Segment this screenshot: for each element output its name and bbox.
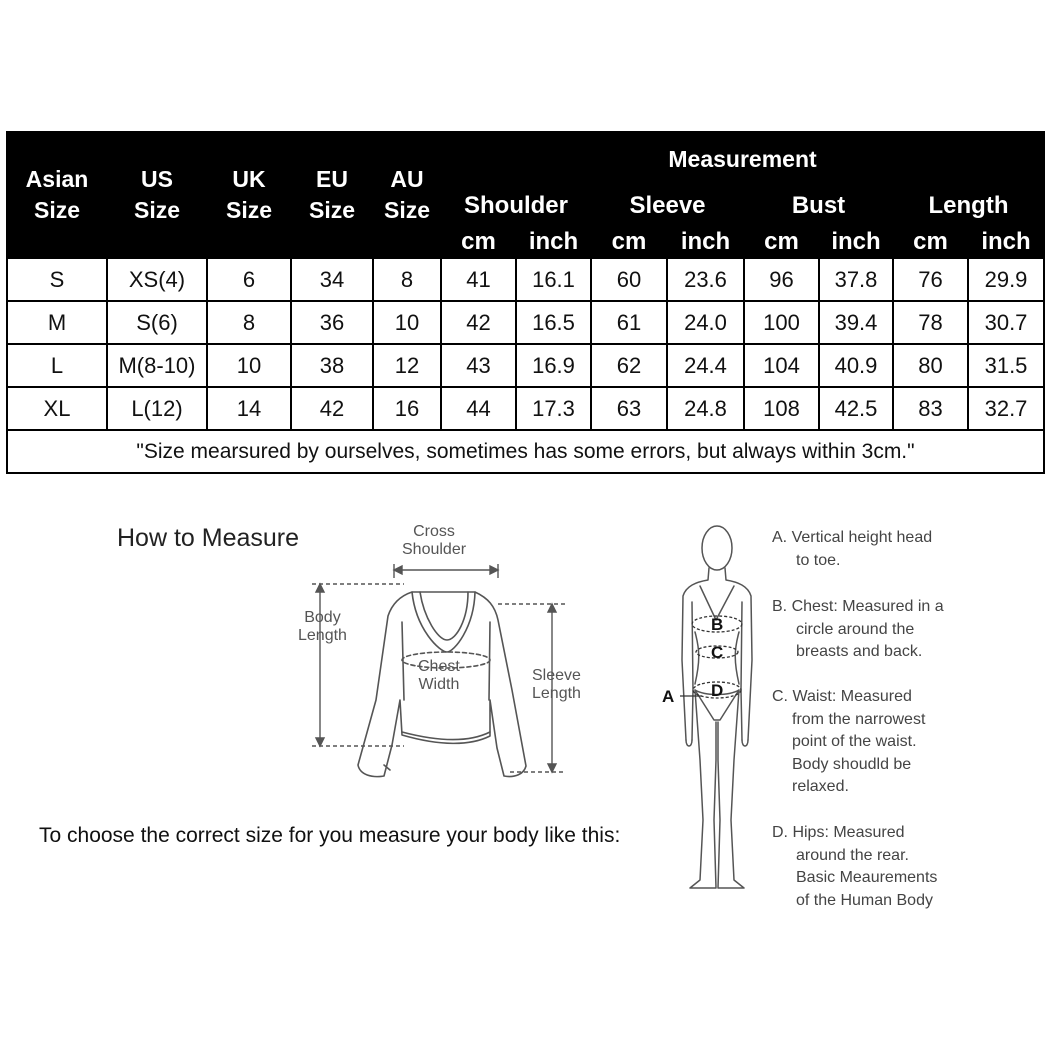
table-cell: 6 [207,258,291,301]
table-cell: 16.9 [516,344,591,387]
header-length: Length [893,186,1044,225]
choose-size-instruction: To choose the correct size for you measure your body like this: [39,824,621,847]
table-cell: 24.4 [667,344,744,387]
chest-width-label: Chest Width [418,658,460,693]
table-cell: 78 [893,301,968,344]
table-cell: 16 [373,387,441,430]
table-cell: 24.8 [667,387,744,430]
table-cell: 100 [744,301,819,344]
table-cell: 60 [591,258,667,301]
table-cell: 61 [591,301,667,344]
body-letter-b: B [711,615,724,634]
size-note: "Size mearsured by ourselves, sometimes has some errors, but always within 3cm." [7,430,1044,473]
table-cell: 76 [893,258,968,301]
table-cell: 14 [207,387,291,430]
table-cell: 31.5 [968,344,1044,387]
table-cell: S(6) [107,301,207,344]
body-letter-a: A [662,687,675,706]
table-cell: 23.6 [667,258,744,301]
description-b: B. Chest: Measured in a circle around the breasts and back. [772,598,944,660]
table-cell: 24.0 [667,301,744,344]
table-cell: 40.9 [819,344,893,387]
header-unit: cm [591,225,667,258]
header-unit: inch [968,225,1044,258]
table-cell: 38 [291,344,373,387]
sleeve-length-label: Sleeve Length [532,667,581,702]
table-cell: 108 [744,387,819,430]
table-cell: 8 [373,258,441,301]
header-unit: inch [819,225,893,258]
table-cell: 12 [373,344,441,387]
header-measurement: Measurement [441,132,1044,186]
table-cell: XL [7,387,107,430]
table-cell: 96 [744,258,819,301]
table-cell: 43 [441,344,516,387]
table-cell: 17.3 [516,387,591,430]
table-cell: 29.9 [968,258,1044,301]
table-cell: 37.8 [819,258,893,301]
table-cell: L [7,344,107,387]
table-cell: 10 [373,301,441,344]
table-cell: 83 [893,387,968,430]
table-cell: 42.5 [819,387,893,430]
table-cell: L(12) [107,387,207,430]
cross-shoulder-label: Cross Shoulder [402,523,467,558]
header-sleeve: Sleeve [591,186,744,225]
table-cell: M(8-10) [107,344,207,387]
table-cell: 36 [291,301,373,344]
table-cell: 39.4 [819,301,893,344]
table-cell: 80 [893,344,968,387]
table-cell: S [7,258,107,301]
table-cell: 30.7 [968,301,1044,344]
table-cell: 42 [291,387,373,430]
body-letter-d: D [711,681,724,700]
table-cell: 16.5 [516,301,591,344]
description-a: A. Vertical height head to toe. [772,529,933,569]
table-cell: XS(4) [107,258,207,301]
header-au-size: AU Size [373,132,441,258]
table-cell: 34 [291,258,373,301]
description-c: C. Waist: Measured from the narrowest point of the waist. Body shoudld be relaxed. [772,688,926,795]
table-cell: 42 [441,301,516,344]
header-eu-size: EU Size [291,132,373,258]
table-cell: 16.1 [516,258,591,301]
table-cell: 44 [441,387,516,430]
header-asian-size: Asian Size [7,132,107,258]
header-unit: cm [744,225,819,258]
description-d: D. Hips: Measured around the rear. Basic Meaurements of the Human Body [772,824,938,909]
header-unit: inch [667,225,744,258]
header-unit: inch [516,225,591,258]
header-shoulder: Shoulder [441,186,591,225]
table-cell: 10 [207,344,291,387]
header-us-size: US Size [107,132,207,258]
table-cell: M [7,301,107,344]
how-to-measure-heading: How to Measure [117,524,300,552]
body-letter-c: C [711,643,724,662]
table-cell: 104 [744,344,819,387]
header-bust: Bust [744,186,893,225]
header-uk-size: UK Size [207,132,291,258]
table-cell: 32.7 [968,387,1044,430]
header-unit: cm [441,225,516,258]
table-cell: 41 [441,258,516,301]
table-cell: 63 [591,387,667,430]
body-length-label: Body Length [298,609,347,644]
table-cell: 62 [591,344,667,387]
table-cell: 8 [207,301,291,344]
header-unit: cm [893,225,968,258]
